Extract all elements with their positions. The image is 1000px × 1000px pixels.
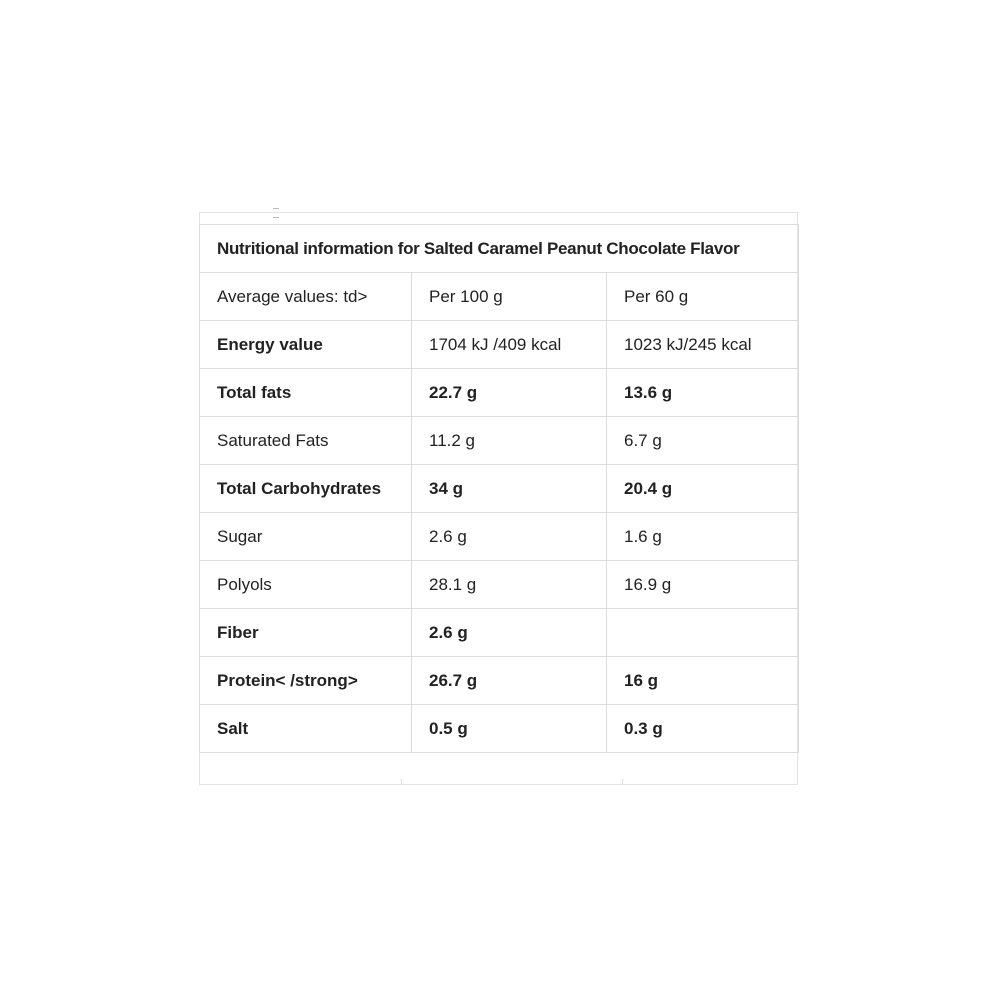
nutrient-name: Fiber [200, 609, 412, 657]
header-per-100g: Per 100 g [412, 273, 607, 321]
table-row [200, 609, 799, 657]
title-row [200, 225, 799, 273]
nutrient-name: Saturated Fats [200, 417, 412, 465]
nutrient-name: Protein< /strong> [200, 657, 412, 705]
nutrient-name: Sugar [200, 513, 412, 561]
value-per-60g: 16.9 g [607, 561, 799, 609]
value-per-100g: 26.7 g [412, 657, 607, 705]
table-row [200, 417, 799, 465]
header-per-60g: Per 60 g [607, 273, 799, 321]
table-row [200, 369, 799, 417]
value-per-60g: 1.6 g [607, 513, 799, 561]
table-row [200, 561, 799, 609]
nutrient-name: Total fats [200, 369, 412, 417]
frame-tick-bottom [273, 217, 279, 218]
value-per-100g: 28.1 g [412, 561, 607, 609]
value-per-60g: 13.6 g [607, 369, 799, 417]
table-row [200, 513, 799, 561]
value-per-100g: 0.5 g [412, 705, 607, 753]
value-per-60g: 1023 kJ/245 kcal [607, 321, 799, 369]
value-per-60g: 0.3 g [607, 705, 799, 753]
frame-tick-top [273, 208, 279, 209]
value-per-100g: 22.7 g [412, 369, 607, 417]
value-per-60g [607, 609, 799, 657]
header-label: Average values: td> [200, 273, 412, 321]
nutrient-name: Energy value [200, 321, 412, 369]
frame-col-tick-1 [401, 779, 402, 785]
header-row [200, 273, 799, 321]
nutrition-table [199, 224, 799, 753]
nutrient-name: Salt [200, 705, 412, 753]
table-title: Nutritional information for Salted Caramel Peanut Chocolate Flavor [200, 225, 799, 273]
value-per-100g: 2.6 g [412, 609, 607, 657]
table-row [200, 657, 799, 705]
value-per-100g: 34 g [412, 465, 607, 513]
value-per-60g: 16 g [607, 657, 799, 705]
table-row [200, 465, 799, 513]
table-row [200, 321, 799, 369]
table-row [200, 705, 799, 753]
value-per-60g: 6.7 g [607, 417, 799, 465]
frame-col-tick-2 [622, 779, 623, 785]
value-per-100g: 1704 kJ /409 kcal [412, 321, 607, 369]
value-per-100g: 11.2 g [412, 417, 607, 465]
nutrient-name: Polyols [200, 561, 412, 609]
value-per-100g: 2.6 g [412, 513, 607, 561]
nutrient-name: Total Carbohydrates [200, 465, 412, 513]
value-per-60g: 20.4 g [607, 465, 799, 513]
